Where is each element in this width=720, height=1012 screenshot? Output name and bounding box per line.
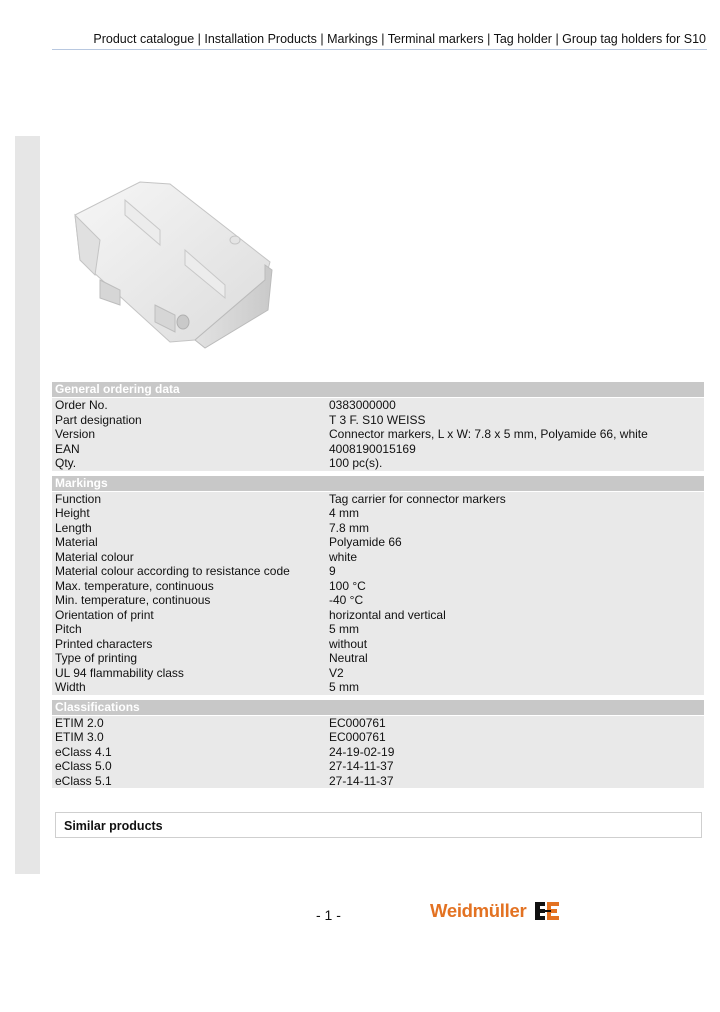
table-row <box>52 608 704 623</box>
datasheet-table <box>52 382 704 838</box>
row-label: ETIM 2.0 <box>55 715 104 730</box>
row-value: 4 mm <box>329 506 359 520</box>
row-label: Material <box>55 535 98 549</box>
row-value: 24-19-02-19 <box>329 744 395 759</box>
table-row <box>52 535 704 550</box>
weidmuller-logo-icon <box>532 899 562 923</box>
row-label: eClass 4.1 <box>55 744 112 759</box>
table-row <box>52 759 704 774</box>
row-value: 5 mm <box>329 680 359 694</box>
table-row <box>52 492 704 507</box>
table-row <box>52 550 704 565</box>
product-image <box>65 170 280 350</box>
row-label: Width <box>55 680 86 694</box>
table-row <box>52 666 704 681</box>
row-value: Connector markers, L x W: 7.8 x 5 mm, Polyamide 66, white <box>329 427 648 441</box>
row-label: Printed characters <box>55 636 153 651</box>
table-row <box>52 413 704 428</box>
row-label: Pitch <box>55 622 82 636</box>
page-number: - 1 - <box>316 907 341 923</box>
table-row <box>52 716 704 731</box>
row-label: Type of printing <box>55 651 138 665</box>
row-value: horizontal and vertical <box>329 607 446 622</box>
row-value: white <box>329 549 358 564</box>
row-value: 27-14-11-37 <box>329 759 394 773</box>
table-row <box>52 521 704 536</box>
table-row <box>52 730 704 745</box>
row-value: EC000761 <box>329 730 386 744</box>
row-value: Neutral <box>329 651 368 665</box>
table-row <box>52 427 704 442</box>
breadcrumb[interactable]: Product catalogue | Installation Products | Markings | Terminal markers | Tag holder | Group tag holders for S10 <box>93 32 706 46</box>
row-label: Length <box>55 520 92 535</box>
row-value: V2 <box>329 665 344 680</box>
table-row <box>52 593 704 608</box>
row-label: Version <box>55 427 96 441</box>
table-row <box>52 745 704 760</box>
row-value: 5 mm <box>329 622 359 636</box>
section-header: General ordering data <box>52 382 704 397</box>
row-label: Material colour <box>55 549 134 564</box>
similar-products-box[interactable]: Similar products <box>55 812 702 838</box>
row-value: 27-14-11-37 <box>329 773 394 788</box>
table-row <box>52 774 704 789</box>
row-label: Part designation <box>55 412 142 427</box>
table-row <box>52 456 704 471</box>
table-row <box>52 579 704 594</box>
row-label: Orientation of print <box>55 607 154 622</box>
table-row <box>52 442 704 457</box>
table-row <box>52 506 704 521</box>
row-label: Max. temperature, continuous <box>55 578 214 593</box>
table-row <box>52 651 704 666</box>
row-value: Polyamide 66 <box>329 535 402 549</box>
section-header: Classifications <box>52 700 704 715</box>
row-value: -40 °C <box>329 593 364 607</box>
row-value: T 3 F. S10 WEISS <box>329 412 426 427</box>
row-label: UL 94 flammability class <box>55 665 184 680</box>
row-label: Order No. <box>55 398 108 412</box>
row-value: 100 °C <box>329 578 366 593</box>
row-label: Material colour according to resistance code <box>55 564 290 578</box>
row-value: 9 <box>329 564 336 578</box>
row-value: EC000761 <box>329 715 386 730</box>
side-band <box>15 136 40 874</box>
row-value: without <box>329 636 368 651</box>
row-value: 4008190015169 <box>329 441 416 456</box>
row-value: 100 pc(s). <box>329 456 383 470</box>
row-label: Qty. <box>55 456 77 470</box>
table-row <box>52 398 704 413</box>
logo-wordmark: Weidmüller <box>430 900 527 921</box>
row-label: Min. temperature, continuous <box>55 593 211 607</box>
row-label: Function <box>55 491 102 506</box>
row-label: Height <box>55 506 90 520</box>
row-label: eClass 5.1 <box>55 773 112 788</box>
table-row <box>52 564 704 579</box>
brand-logo <box>430 899 562 923</box>
section-header: Markings <box>52 476 704 491</box>
table-row <box>52 680 704 695</box>
row-label: eClass 5.0 <box>55 759 112 773</box>
row-label: EAN <box>55 441 80 456</box>
breadcrumb-divider <box>52 49 707 50</box>
table-row <box>52 622 704 637</box>
row-label: ETIM 3.0 <box>55 730 104 744</box>
row-value: Tag carrier for connector markers <box>329 491 506 506</box>
row-value: 0383000000 <box>329 398 396 412</box>
table-row <box>52 637 704 652</box>
row-value: 7.8 mm <box>329 520 370 535</box>
